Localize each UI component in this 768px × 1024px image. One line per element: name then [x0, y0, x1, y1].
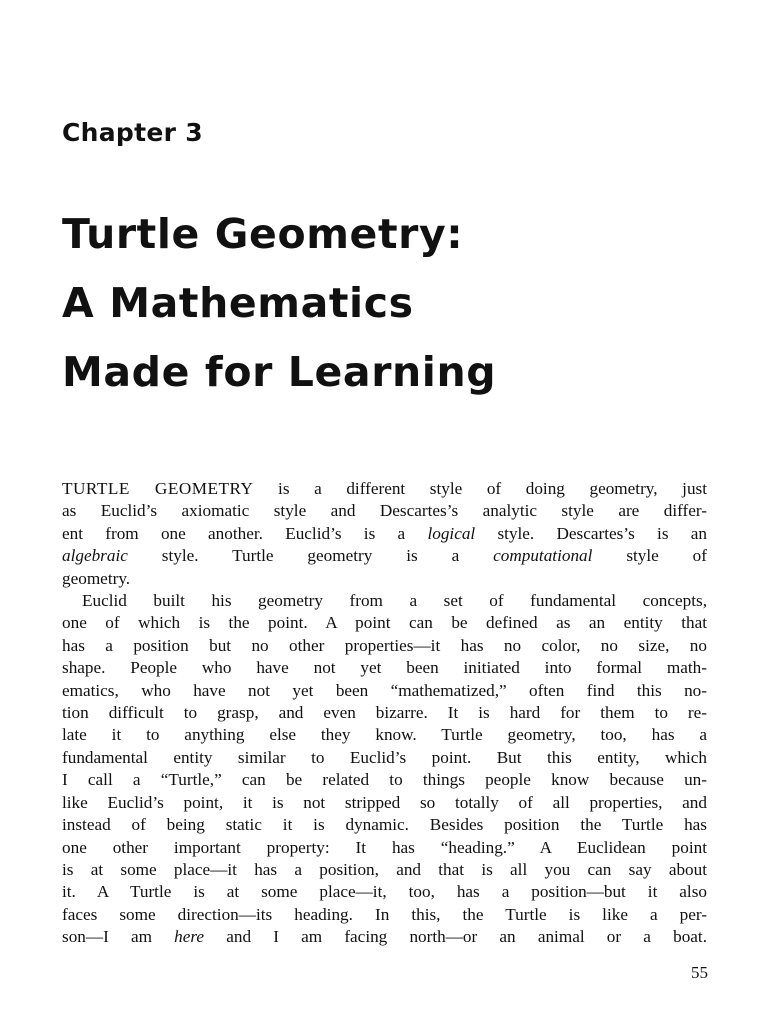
text-line	[62, 657, 707, 679]
italic-run: computational	[493, 546, 593, 566]
text-line	[62, 724, 707, 746]
text-line	[62, 500, 707, 522]
text-run: is a different style of doing geometry, just	[253, 479, 708, 498]
text-line	[62, 881, 707, 903]
text-run: faces some direction—its heading. In this, the Turtle is like a per-	[62, 904, 707, 924]
italic-run: here	[174, 927, 205, 947]
text-run: son—I am	[62, 927, 175, 947]
text-run: one of which is the point. A point can be defined as an entity that	[62, 613, 707, 633]
text-run: shape. People who have not yet been initiated into formal math-	[62, 658, 707, 678]
text-line	[62, 702, 707, 724]
text-line	[62, 837, 707, 859]
paragraph-euclid	[62, 590, 707, 949]
small-caps-run: TURTLE GEOMETRY	[62, 479, 254, 498]
text-line	[62, 769, 707, 791]
text-run: style of	[592, 546, 707, 566]
paragraph-intro	[62, 478, 707, 590]
chapter-title	[62, 200, 496, 407]
text-run: Euclid built his geometry from a set of fundamental concepts,	[82, 591, 707, 611]
text-line	[62, 792, 707, 814]
text-line	[62, 635, 707, 657]
page-number: 55	[691, 963, 708, 982]
chapter-title-line: Made for Learning	[62, 348, 497, 396]
text-line	[62, 926, 707, 948]
text-run: has a position but no other properties—it has no color, no size, no	[62, 635, 707, 655]
text-run: like Euclid’s point, it is not stripped so totally of all properties, and	[62, 792, 707, 812]
text-line	[62, 545, 707, 567]
text-run: is at some place—it has a position, and that is all you can say about	[62, 859, 707, 879]
text-run: as Euclid’s axiomatic style and Descartes’s analytic style are differ-	[62, 501, 707, 521]
chapter-title-line: A Mathematics	[62, 279, 414, 327]
text-line	[62, 523, 707, 545]
text-run: style. Descartes’s is an	[475, 523, 708, 543]
text-run: ent from one another. Euclid’s is a	[62, 523, 428, 543]
italic-run: algebraic	[62, 546, 128, 566]
text-run: fundamental entity similar to Euclid’s point. But this entity, which	[62, 747, 707, 767]
text-run: one other important property: It has “heading.” A Euclidean point	[62, 837, 707, 857]
text-run: ematics, who have not yet been “mathematized,” often find this no-	[62, 680, 707, 700]
text-line	[62, 590, 707, 612]
text-line	[62, 859, 707, 881]
text-run: it. A Turtle is at some place—it, too, has a position—but it also	[62, 882, 707, 902]
text-run: instead of being static it is dynamic. Besides position the Turtle has	[62, 815, 707, 835]
text-line	[62, 680, 707, 702]
chapter-label: Chapter 3	[62, 118, 203, 147]
chapter-title-line: Turtle Geometry:	[62, 210, 464, 258]
text-run: I call a “Turtle,” can be related to things people know because un-	[62, 770, 707, 790]
text-run: and I am facing north—or an animal or a boat.	[204, 927, 707, 947]
text-line	[62, 612, 707, 634]
text-run: geometry.	[62, 568, 131, 588]
text-run: tion difficult to grasp, and even bizarre. It is hard for them to re-	[62, 703, 707, 723]
text-line	[62, 814, 707, 836]
italic-run: logical	[427, 523, 476, 543]
text-run: style. Turtle geometry is a	[127, 546, 494, 566]
body-text	[62, 478, 707, 949]
text-line	[62, 904, 707, 926]
text-line	[62, 568, 707, 590]
text-line	[62, 747, 707, 769]
text-run: late it to anything else they know. Turtle geometry, too, has a	[62, 725, 707, 745]
text-line	[62, 478, 707, 500]
